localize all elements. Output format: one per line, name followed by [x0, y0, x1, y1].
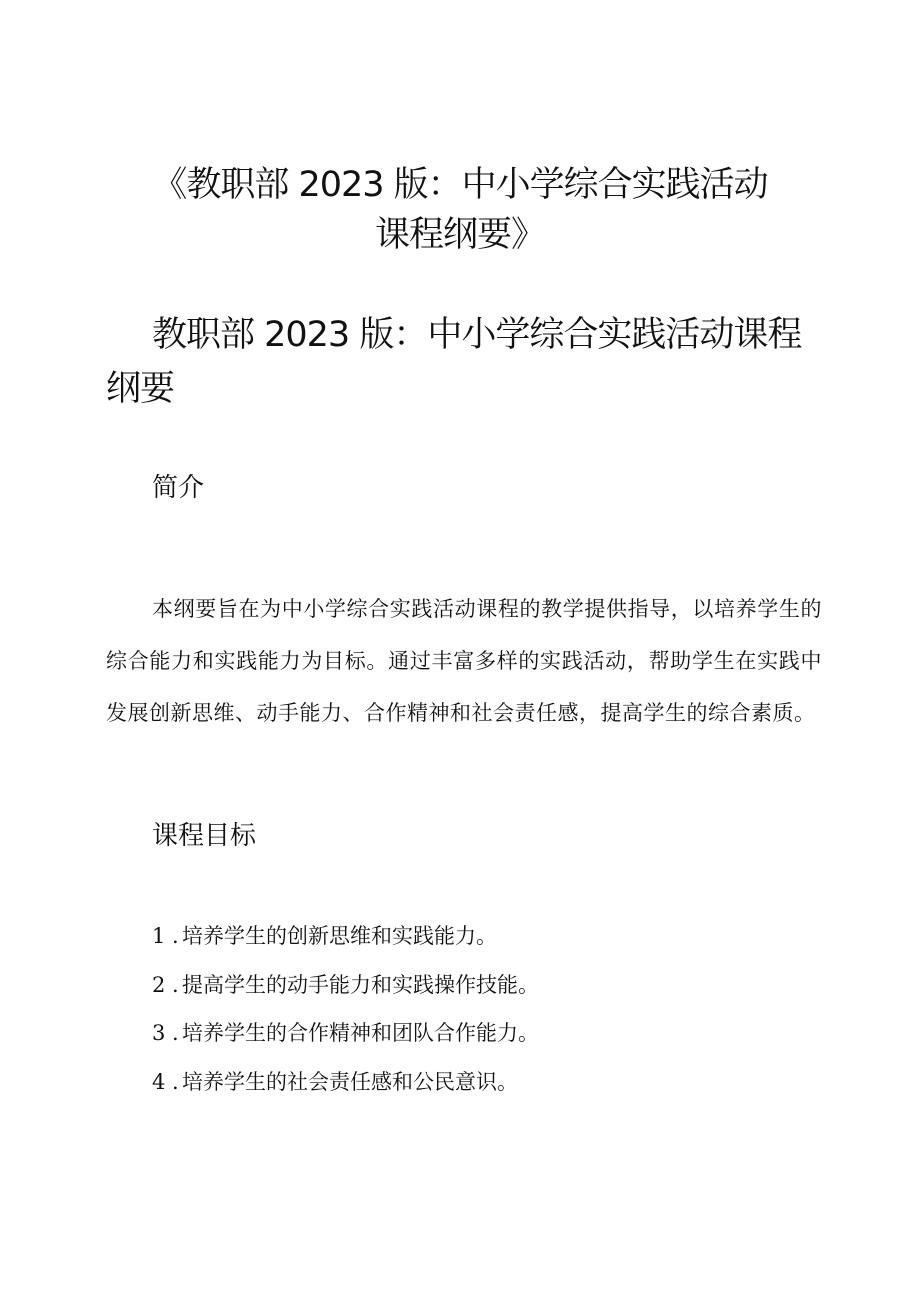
goals-list [152, 912, 539, 1106]
main-heading-line-1: 教职部 2023 版：中小学综合实践活动课程 [152, 315, 802, 355]
goal-separator: . [172, 1021, 179, 1045]
goal-text: 培养学生的创新思维和实践能力。 [182, 924, 497, 948]
goal-item [152, 912, 539, 961]
main-heading [106, 308, 826, 416]
document-title-line-2: 课程纲要》 [374, 215, 545, 255]
document-title [100, 160, 820, 260]
intro-paragraph: 本纲要旨在为中小学综合实践活动课程的教学提供指导，以培养学生的综合能力和实践能力为目标。通过丰富多样的实践活动，帮助学生在实践中发展创新思维、动手能力、合作精神和社会责任感，提高学生的综合素质。 [106, 597, 822, 725]
goal-number: 2 [152, 972, 166, 997]
goal-number: 4 [152, 1069, 166, 1094]
main-heading-line-2: 纲要 [106, 369, 175, 409]
goal-number: 1 [152, 924, 166, 948]
goals-heading: 课程目标 [152, 821, 257, 851]
goal-number: 3 [152, 1021, 166, 1045]
goal-text: 提高学生的动手能力和实践操作技能。 [182, 972, 539, 997]
goal-item [152, 961, 539, 1010]
goal-text: 培养学生的社会责任感和公民意识。 [182, 1069, 518, 1094]
goal-item [152, 1058, 539, 1107]
goal-separator: . [172, 972, 179, 997]
goal-text: 培养学生的合作精神和团队合作能力。 [182, 1021, 539, 1045]
intro-heading: 简介 [152, 473, 205, 503]
document-title-line-1: 《教职部 2023 版：中小学综合实践活动 [152, 165, 768, 205]
goal-separator: . [172, 1069, 179, 1094]
goal-separator: . [172, 924, 179, 948]
goal-item [152, 1009, 539, 1058]
